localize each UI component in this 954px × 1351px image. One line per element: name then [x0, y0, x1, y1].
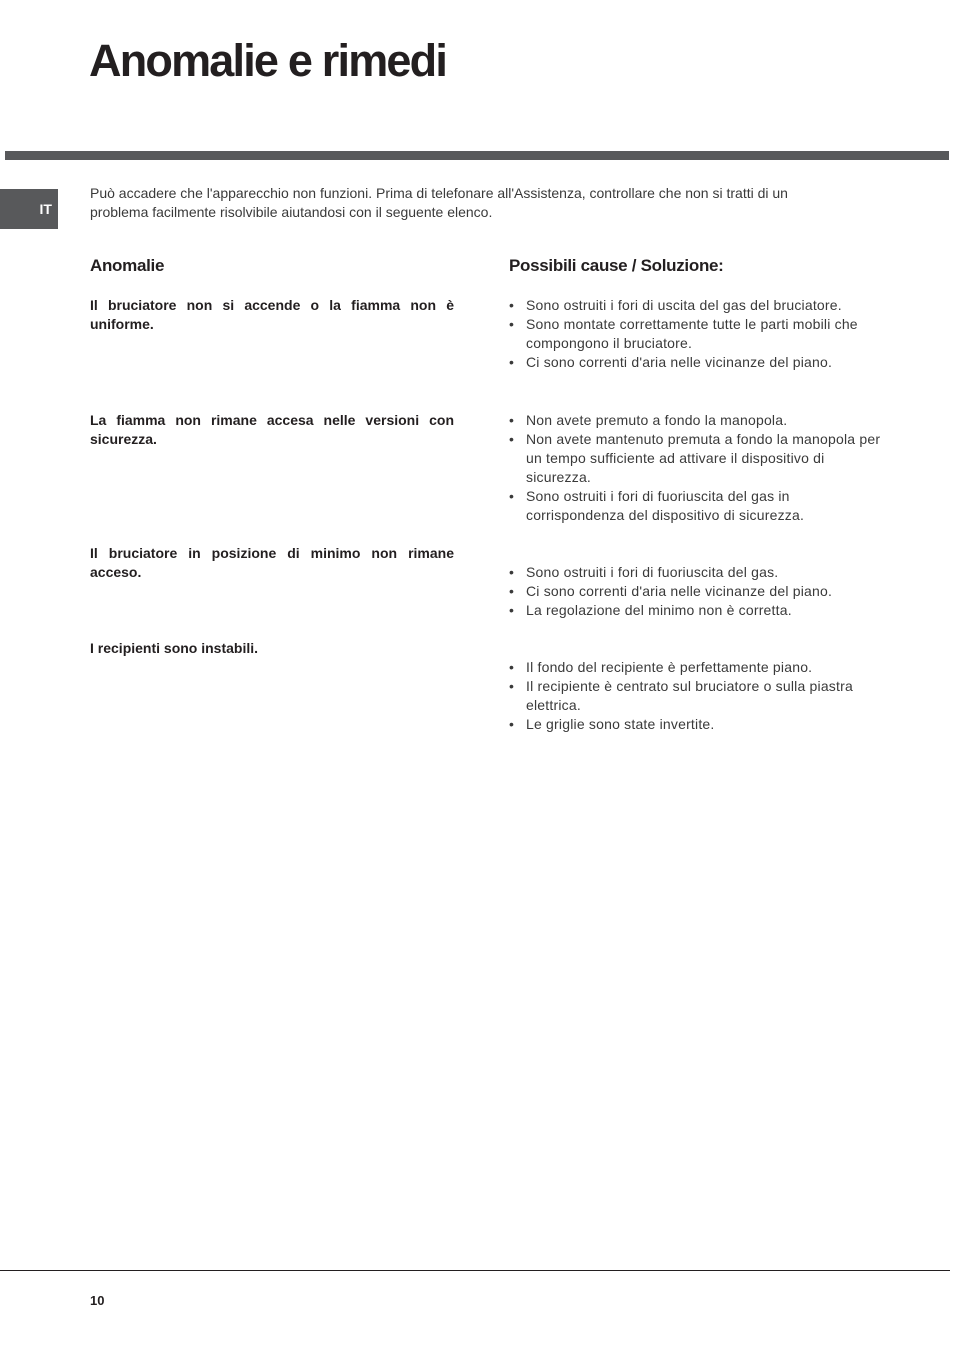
header-divider [5, 151, 949, 160]
bullet: • [509, 564, 515, 580]
list-item: • Il recipiente è centrato sul bruciatore o sulla piastra elettrica. [509, 678, 853, 713]
bullet: • [509, 431, 515, 447]
causes-list-3 [509, 563, 889, 620]
intro-line-2: problema facilmente risolvibile aiutandosi con il seguente elenco. [90, 204, 493, 220]
bullet: • [509, 297, 515, 313]
causes-list-1 [509, 296, 889, 372]
page-number: 10 [90, 1293, 105, 1308]
bullet: • [509, 659, 515, 675]
bullet: • [509, 488, 515, 504]
problem-1: Il bruciatore non si accende o la fiamma non è uniforme. [90, 297, 454, 332]
page-title: Anomalie e rimedi [89, 35, 447, 86]
list-item: • Ci sono correnti d'aria nelle vicinanze del piano. [509, 583, 833, 599]
list-item: • Sono ostruiti i fori di fuoriuscita del gas in corrispondenza del dispositivo di sicurezza. [509, 488, 805, 523]
list-item: • Sono montate correttamente tutte le parti mobili che compongono il bruciatore. [509, 316, 858, 351]
bullet: • [509, 583, 515, 599]
bullet: • [509, 316, 515, 332]
causes-heading: Possibili cause / Soluzione: [509, 256, 724, 275]
problem-4: I recipienti sono instabili. [90, 640, 259, 656]
bullet: • [509, 412, 515, 428]
bullet: • [509, 678, 515, 694]
footer-divider [0, 1270, 950, 1271]
bullet: • [509, 602, 515, 618]
problem-2: La fiamma non rimane accesa nelle versioni con sicurezza. [90, 412, 454, 447]
language-tab-label: IT [39, 201, 52, 217]
bullet: • [509, 716, 515, 732]
list-item: • Non avete mantenuto premuta a fondo la manopola per un tempo sufficiente ad attivare il dispositivo di sicurezza. [509, 431, 881, 485]
anomalies-heading: Anomalie [90, 256, 165, 275]
list-item: • Sono ostruiti i fori di fuoriuscita del gas. [509, 564, 779, 580]
intro-line-1: Può accadere che l'apparecchio non funzioni. Prima di telefonare all'Assistenza, controllare che non si tratti di un [90, 185, 788, 201]
problem-3: Il bruciatore in posizione di minimo non rimane acceso. [90, 545, 454, 580]
list-item: • Le griglie sono state invertite. [509, 716, 715, 732]
language-tab [0, 189, 58, 229]
bullet: • [509, 354, 515, 370]
causes-list-2 [509, 411, 889, 525]
list-item: • Sono ostruiti i fori di uscita del gas del bruciatore. [509, 297, 842, 313]
list-item: • La regolazione del minimo non è corretta. [509, 602, 792, 618]
list-item: • Non avete premuto a fondo la manopola. [509, 412, 788, 428]
intro-text [90, 184, 890, 222]
list-item: • Ci sono correnti d'aria nelle vicinanze del piano. [509, 354, 833, 370]
list-item: • Il fondo del recipiente è perfettamente piano. [509, 659, 813, 675]
causes-list-4 [509, 658, 889, 734]
